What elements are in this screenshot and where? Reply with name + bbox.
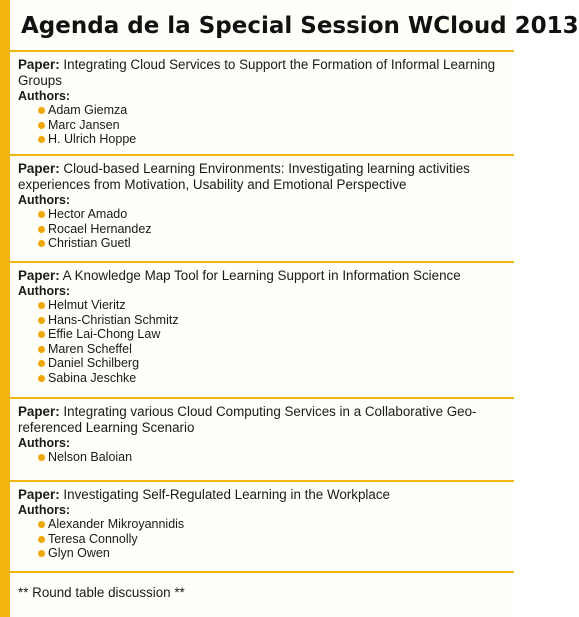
- bullet-icon: [38, 226, 45, 233]
- author-name: Hector Amado: [48, 207, 128, 221]
- author-item: [38, 327, 506, 342]
- author-name: Adam Giemza: [48, 103, 128, 117]
- author-list: [18, 298, 506, 385]
- paper-line: [18, 161, 506, 193]
- bullet-icon: [38, 521, 45, 528]
- bullet-icon: [38, 240, 45, 247]
- author-item: [38, 517, 506, 532]
- author-name: Sabina Jeschke: [48, 370, 137, 385]
- author-item: [38, 342, 506, 357]
- paper-title: Integrating various Cloud Computing Services in a Collaborative Geo-referenced Learning Scenario: [18, 404, 477, 435]
- round-table-note: ** Round table discussion **: [18, 585, 185, 600]
- author-item: [38, 371, 506, 386]
- session-3: [10, 263, 514, 399]
- session-2: [10, 156, 514, 263]
- page-title: Agenda de la Special Session WCloud 2013: [10, 0, 514, 52]
- bullet-icon: [38, 317, 45, 324]
- session-1: [10, 52, 514, 156]
- bullet-icon: [38, 107, 45, 114]
- authors-label: Authors:: [18, 89, 71, 103]
- bullet-icon: [38, 550, 45, 557]
- paper-label: Paper:: [18, 404, 60, 419]
- bullet-icon: [38, 375, 45, 382]
- paper-title: A Knowledge Map Tool for Learning Support in Information Science: [62, 268, 461, 283]
- author-name: Teresa Connolly: [48, 531, 138, 546]
- author-name: H. Ulrich Hoppe: [48, 132, 137, 146]
- author-item: [38, 313, 506, 328]
- bullet-icon: [38, 346, 45, 353]
- author-item: [38, 222, 506, 237]
- author-list: [18, 450, 506, 465]
- paper-title: Investigating Self-Regulated Learning in the Workplace: [63, 487, 390, 502]
- paper-line: [18, 57, 506, 89]
- author-list: [18, 207, 506, 251]
- authors-label: Authors:: [18, 284, 71, 298]
- bullet-icon: [38, 302, 45, 309]
- paper-label: Paper:: [18, 161, 60, 176]
- bullet-icon: [38, 454, 45, 461]
- author-item: [38, 132, 506, 147]
- author-list: [18, 103, 506, 147]
- author-item: [38, 207, 506, 222]
- bullet-icon: [38, 211, 45, 218]
- bullet-icon: [38, 331, 45, 338]
- paper-title: Integrating Cloud Services to Support the Formation of Informal Learning Groups: [18, 57, 496, 88]
- author-item: [38, 118, 506, 133]
- author-item: [38, 356, 506, 371]
- authors-label: Authors:: [18, 193, 71, 207]
- author-name: Marc Jansen: [48, 117, 120, 132]
- paper-line: [18, 404, 506, 436]
- bullet-icon: [38, 360, 45, 367]
- authors-label: Authors:: [18, 436, 71, 450]
- bullet-icon: [38, 122, 45, 129]
- author-item: [38, 450, 506, 465]
- author-name: Christian Guetl: [48, 236, 131, 250]
- paper-line: [18, 487, 506, 503]
- author-name: Alexander Mikroyannidis: [48, 517, 185, 531]
- author-list: [18, 517, 506, 561]
- author-name: Helmut Vieritz: [48, 298, 126, 312]
- author-name: Hans-Christian Schmitz: [48, 312, 179, 327]
- author-item: [38, 532, 506, 547]
- session-5: [10, 482, 514, 573]
- author-name: Effie Lai-Chong Law: [48, 327, 161, 341]
- author-name: Maren Scheffel: [48, 341, 132, 356]
- author-item: [38, 546, 506, 561]
- paper-label: Paper:: [18, 268, 60, 283]
- paper-line: [18, 268, 506, 284]
- author-name: Nelson Baloian: [48, 450, 133, 464]
- paper-title: Cloud-based Learning Environments: Investigating learning activities experiences from Motivation, Usability and Emotional Perspective: [18, 161, 470, 192]
- author-item: [38, 298, 506, 313]
- author-item: [38, 103, 506, 118]
- bullet-icon: [38, 536, 45, 543]
- author-name: Daniel Schilberg: [48, 356, 140, 370]
- bullet-icon: [38, 136, 45, 143]
- paper-label: Paper:: [18, 487, 60, 502]
- author-name: Glyn Owen: [48, 546, 110, 560]
- authors-label: Authors:: [18, 503, 71, 517]
- author-item: [38, 236, 506, 251]
- session-4: [10, 399, 514, 482]
- author-name: Rocael Hernandez: [48, 221, 152, 236]
- paper-label: Paper:: [18, 57, 60, 72]
